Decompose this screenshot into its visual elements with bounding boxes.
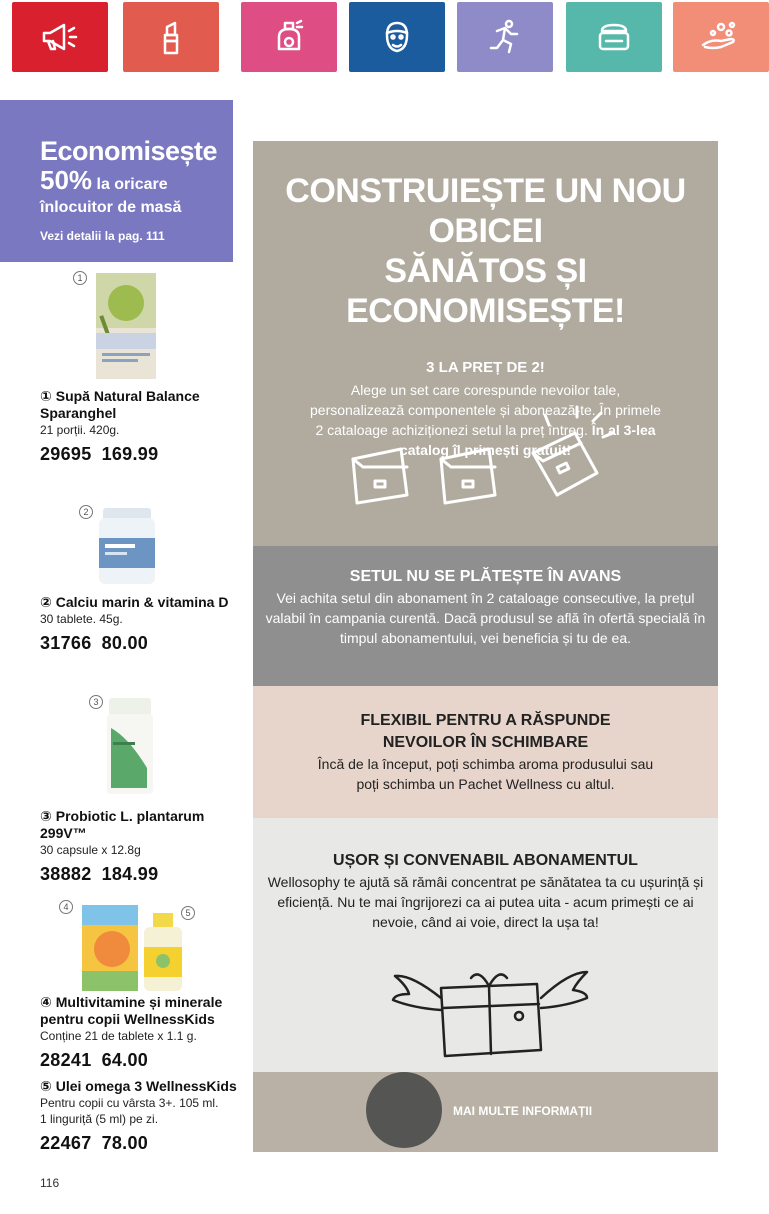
product-name: ② Calciu marin & vitamina D <box>40 594 229 610</box>
product-price <box>40 633 245 654</box>
tab-skincare[interactable] <box>566 2 662 72</box>
product-item[interactable] <box>40 808 245 885</box>
product-name: ⑤ Ulei omega 3 WellnessKids <box>40 1078 237 1094</box>
product-code: 29695 <box>40 444 92 464</box>
product-price <box>40 444 245 465</box>
product-code: 28241 <box>40 1050 92 1070</box>
page-number: 116 <box>40 1176 60 1190</box>
panel-text: Încă de la început, poți schimba aroma produsului sau poți schimba un Pachet Wellness cu altul. <box>317 756 654 792</box>
offer-body-text: Alege un set care corespunde nevoilor tale, personalizează componentele și abonează-te. În primele 2 cataloage achiziționezi setul la preț întreg. <box>310 382 661 438</box>
tab-megaphone[interactable] <box>12 2 108 72</box>
product-description: Pentru copii cu vârsta 3+. 105 ml. 1 linguriță (5 ml) pe zi. <box>40 1096 219 1126</box>
promo-suffix: la oricare <box>92 176 168 193</box>
product-item[interactable] <box>40 388 245 465</box>
product-description: Conține 21 de tablete x 1.1 g. <box>40 1029 197 1043</box>
offer-body-bold: În al 3-lea catalog îl primești gratuit! <box>399 422 656 458</box>
tab-makeup[interactable] <box>123 2 219 72</box>
face-icon <box>375 15 419 59</box>
tab-men[interactable] <box>349 2 445 72</box>
product-description: 21 porții. 420g. <box>40 423 120 437</box>
product-item[interactable] <box>40 1078 245 1154</box>
hand-bubbles-icon <box>699 15 743 59</box>
runner-icon <box>483 15 527 59</box>
three-boxes-illustration <box>343 399 643 519</box>
convenient-panel <box>253 818 718 1072</box>
product-price-value: 80.00 <box>101 633 149 653</box>
panel-title: UȘOR ȘI CONVENABIL ABONAMENTUL <box>333 852 638 869</box>
category-tabs <box>12 2 756 72</box>
product-item[interactable] <box>40 594 245 654</box>
panel-text: Wellosophy te ajută să rămâi concentrat pe sănătatea ta cu ușurință și eficiență. Nu te mai îngrijorezi ca ai putea uita - acum primești ce ai nevoie, când ai voie, direct la ușa ta! <box>267 874 704 930</box>
product-description: 30 capsule x 12.8g <box>40 843 141 857</box>
product-marker: 1 <box>73 271 87 285</box>
perfume-icon <box>267 15 311 59</box>
info-circle <box>366 1072 442 1148</box>
product-description: 30 tablete. 45g. <box>40 612 123 626</box>
product-code: 31766 <box>40 633 92 653</box>
tab-fragrance[interactable] <box>241 2 337 72</box>
product-price-value: 64.00 <box>101 1050 149 1070</box>
more-info-link[interactable]: MAI MULTE INFORMAȚII <box>453 1104 593 1118</box>
omega3-bottle-image <box>144 913 182 991</box>
panel-title: SETUL NU SE PLĂTEȘTE ÎN AVANS <box>349 568 622 585</box>
tab-bodycare[interactable] <box>673 2 769 72</box>
product-name: ① Supă Natural Balance Sparanghel <box>40 388 200 421</box>
product-marker: 2 <box>79 505 93 519</box>
product-price-value: 184.99 <box>101 864 159 884</box>
product-price <box>40 864 245 885</box>
offer-subtitle: 3 LA PREȚ DE 2! <box>426 359 545 376</box>
main-headline <box>253 171 718 331</box>
subscription-intro-panel <box>253 141 718 546</box>
kids-multivitamin-box-image <box>82 905 138 991</box>
promo-subline: înlocuitor de masă <box>40 199 182 216</box>
product-marker: 4 <box>59 900 73 914</box>
promo-details-link[interactable]: Vezi detalii la pag. 111 <box>40 229 165 243</box>
product-marker: 5 <box>181 906 195 920</box>
product-price-value: 78.00 <box>101 1133 149 1153</box>
promo-percent: 50% <box>40 165 93 195</box>
promo-box[interactable] <box>0 100 233 262</box>
panel-text: Vei achita setul din abonament în 2 cataloage consecutive, la prețul valabil în campania curentă. Dacă produsul se află în ofertă specială în timpul abonamentului, vei beneficia și tu de ea. <box>265 590 706 646</box>
product-name: ③ Probiotic L. plantarum 299V™ <box>40 808 205 841</box>
product-code: 38882 <box>40 864 92 884</box>
panel-title-line-1: FLEXIBIL PENTRU A RĂSPUNDE <box>360 712 611 729</box>
product-name: ④ Multivitamine și minerale pentru copii WellnessKids <box>40 994 223 1027</box>
no-advance-payment-panel <box>253 546 718 686</box>
cream-jar-icon <box>592 15 636 59</box>
product-price <box>40 1050 245 1071</box>
product-marker: 3 <box>89 695 103 709</box>
winged-box-illustration <box>391 958 591 1058</box>
calcium-jar-image <box>99 508 155 584</box>
product-price-value: 169.99 <box>101 444 159 464</box>
product-code: 22467 <box>40 1133 92 1153</box>
headline-line-1: CONSTRUIEȘTE UN NOU OBICEI <box>285 172 686 250</box>
product-price <box>40 1133 245 1154</box>
lipstick-icon <box>149 15 193 59</box>
headline-line-2: SĂNĂTOS ȘI ECONOMISEȘTE! <box>346 252 625 330</box>
promo-discount <box>40 166 223 199</box>
promo-headline: Economisește <box>40 136 218 166</box>
megaphone-icon <box>38 15 82 59</box>
more-info-bar[interactable] <box>253 1072 718 1152</box>
panel-title-line-2: NEVOILOR ÎN SCHIMBARE <box>382 734 589 751</box>
tab-wellness[interactable] <box>457 2 553 72</box>
probiotic-bottle-image <box>107 698 153 794</box>
flexible-panel <box>253 686 718 818</box>
soup-box-image <box>96 273 156 379</box>
product-item[interactable] <box>40 994 245 1071</box>
